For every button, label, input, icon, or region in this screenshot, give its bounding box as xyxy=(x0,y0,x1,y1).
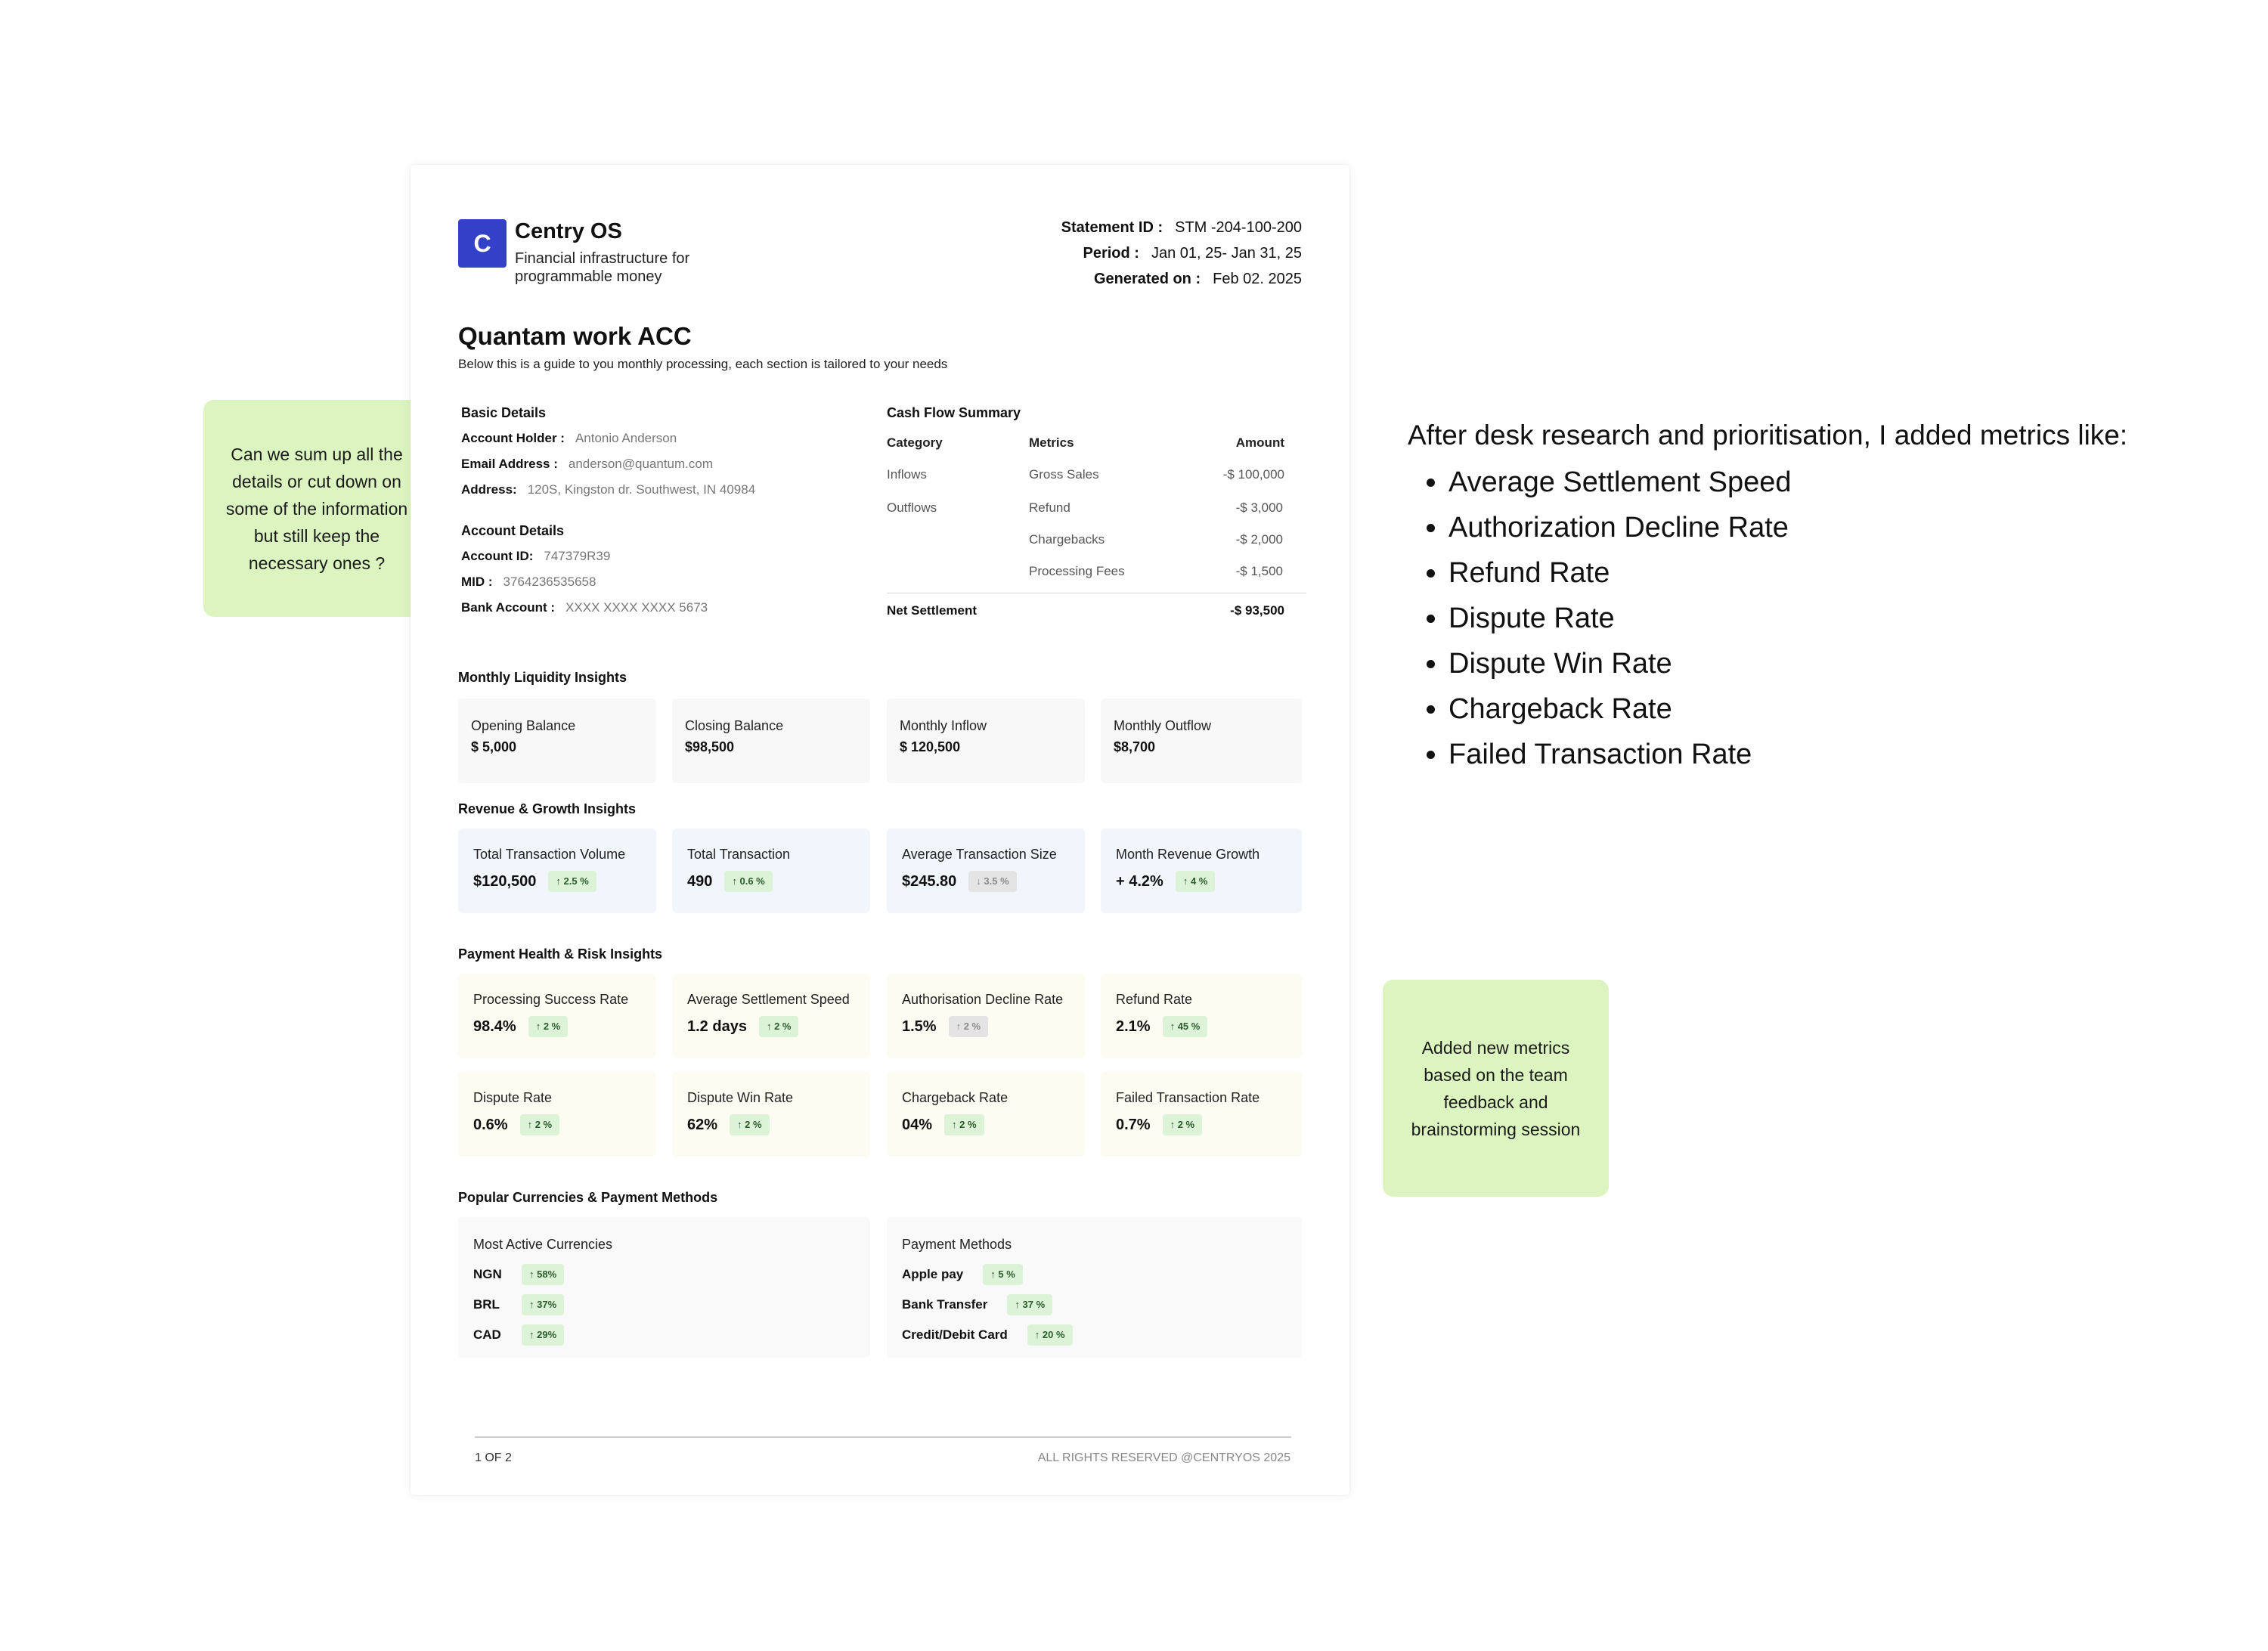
sticky-note-right-text: Added new metrics based on the team feedback and brainstorming session xyxy=(1411,1037,1581,1139)
generated-value: Feb 02. 2025 xyxy=(1213,271,1302,287)
revenue-card-transactions xyxy=(672,829,870,913)
health-card-decline-rate xyxy=(887,974,1085,1058)
statement-generated xyxy=(1094,271,1302,288)
statement-id-value: STM -204-100-200 xyxy=(1175,219,1302,236)
basic-details-heading: Basic Details xyxy=(461,405,547,420)
card-label: Processing Success Rate xyxy=(473,992,629,1007)
brand-name: Centry OS xyxy=(515,219,622,243)
period-label: Period : xyxy=(1083,245,1139,262)
health-card-dispute-rate xyxy=(458,1072,656,1157)
card-value-row xyxy=(1116,871,1215,892)
trend-badge: ↑ 37 % xyxy=(1007,1294,1052,1315)
revenue-card-volume xyxy=(458,829,656,913)
cash-flow-amount: -$ 100,000 xyxy=(1222,467,1284,482)
card-value: + 4.2% xyxy=(1116,872,1163,890)
card-value: 1.2 days xyxy=(687,1018,747,1035)
currency-row xyxy=(473,1324,564,1346)
card-value-row xyxy=(1116,1114,1202,1135)
trend-badge: ↑ 2 % xyxy=(730,1114,770,1135)
card-label: Authorisation Decline Rate xyxy=(902,992,1064,1007)
cash-flow-col-metrics: Metrics xyxy=(1029,435,1074,450)
card-label: Chargeback Rate xyxy=(902,1090,1009,1105)
card-value-row xyxy=(1116,1016,1207,1037)
period-value: Jan 01, 25- Jan 31, 25 xyxy=(1151,245,1302,262)
cash-flow-amount: -$ 2,000 xyxy=(1235,532,1283,547)
cash-flow-metric: Chargebacks xyxy=(1029,532,1105,547)
bank-account-row xyxy=(461,600,708,615)
brand-logo xyxy=(458,219,507,268)
health-card-dispute-win-rate xyxy=(672,1072,870,1157)
currency-row xyxy=(473,1294,564,1315)
statement-page xyxy=(411,165,1349,1495)
card-value: 0.6% xyxy=(473,1116,508,1133)
trend-badge: ↓ 3.5 % xyxy=(968,871,1016,892)
footer-rights: ALL RIGHTS RESERVED @CENTRYOS 2025 xyxy=(1037,1451,1290,1464)
cash-flow-metric: Refund xyxy=(1029,500,1070,515)
mid-row xyxy=(461,575,596,590)
address-label: Address: xyxy=(461,482,517,497)
sticky-note-right xyxy=(1383,980,1609,1197)
liquidity-card-opening xyxy=(458,698,656,783)
card-label: Dispute Rate xyxy=(473,1090,553,1105)
page-title: Quantam work ACC xyxy=(458,322,692,350)
liquidity-card-closing xyxy=(672,698,870,783)
card-value-row xyxy=(902,1114,984,1135)
payment-methods-title: Payment Methods xyxy=(902,1237,1012,1252)
card-value: $120,500 xyxy=(473,872,537,890)
currency-name: CAD xyxy=(473,1327,501,1342)
trend-badge: ↑ 0.6 % xyxy=(724,871,772,892)
mid-label: MID : xyxy=(461,575,493,589)
card-value-row xyxy=(902,871,1017,892)
trend-badge: ↑ 2 % xyxy=(528,1016,569,1037)
trend-badge: ↑ 4 % xyxy=(1176,871,1216,892)
card-value: 98.4% xyxy=(473,1018,516,1035)
health-card-chargeback-rate xyxy=(887,1072,1085,1157)
payment-method-name: Apple pay xyxy=(902,1267,964,1281)
commentary-item: • Dispute Rate xyxy=(1448,596,2254,641)
cash-flow-amount: -$ 3,000 xyxy=(1235,500,1283,515)
brand-tagline: Financial infrastructure for programmable money xyxy=(515,250,690,285)
cash-flow-col-category: Category xyxy=(887,435,943,450)
trend-badge: ↑ 2.5 % xyxy=(548,871,596,892)
cash-flow-amount: -$ 1,500 xyxy=(1235,564,1283,578)
cash-flow-category: Outflows xyxy=(887,500,937,515)
email-row xyxy=(461,457,713,472)
commentary xyxy=(1408,414,2254,777)
cash-flow-category: Inflows xyxy=(887,467,927,482)
card-value: 2.1% xyxy=(1116,1018,1151,1035)
currencies-card xyxy=(458,1217,870,1358)
account-holder-value: Antonio Anderson xyxy=(575,431,677,445)
account-id-row xyxy=(461,549,610,564)
card-value-row xyxy=(687,871,773,892)
generated-label: Generated on : xyxy=(1093,271,1201,287)
sticky-note-left xyxy=(203,400,430,617)
card-value: $ 5,000 xyxy=(471,739,517,754)
card-value-row xyxy=(473,871,596,892)
card-label: Refund Rate xyxy=(1116,992,1193,1007)
revenue-heading: Revenue & Growth Insights xyxy=(458,801,637,816)
commentary-item: • Failed Transaction Rate xyxy=(1448,732,2254,777)
currency-name: BRL xyxy=(473,1297,500,1312)
payment-method-name: Bank Transfer xyxy=(902,1297,988,1312)
account-details-heading: Account Details xyxy=(461,523,565,538)
account-id-value: 747379R39 xyxy=(544,549,611,563)
account-holder-row xyxy=(461,431,677,446)
cash-flow-heading: Cash Flow Summary xyxy=(887,405,1021,420)
cash-flow-metric: Gross Sales xyxy=(1029,467,1099,482)
trend-badge: ↑ 20 % xyxy=(1027,1324,1073,1346)
card-value-row xyxy=(473,1114,559,1135)
net-settlement-label: Net Settlement xyxy=(887,603,978,618)
card-value-row xyxy=(687,1114,770,1135)
sticky-note-left-text: Can we sum up all the details or cut down on some of the information but still keep the necessary ones ? xyxy=(225,444,408,573)
health-card-settlement-speed xyxy=(672,974,870,1058)
commentary-intro: After desk research and prioritisation, I added metrics like: xyxy=(1408,420,2128,451)
card-label: Dispute Win Rate xyxy=(687,1090,794,1105)
bank-account-label: Bank Account : xyxy=(461,600,556,615)
mid-value: 3764236535658 xyxy=(503,575,596,589)
trend-badge: ↑ 29% xyxy=(522,1324,564,1346)
liquidity-card-outflow xyxy=(1101,698,1302,783)
card-value: $245.80 xyxy=(902,872,957,890)
cash-flow-metric: Processing Fees xyxy=(1029,564,1125,578)
card-label: Monthly Inflow xyxy=(900,718,987,733)
trend-badge: ↑ 2 % xyxy=(949,1016,989,1037)
card-label: Total Transaction Volume xyxy=(473,847,626,862)
payment-method-row xyxy=(902,1324,1073,1346)
commentary-list xyxy=(1408,460,2254,777)
card-value: 1.5% xyxy=(902,1018,937,1035)
trend-badge: ↑ 2 % xyxy=(759,1016,799,1037)
trend-badge: ↑ 58% xyxy=(522,1264,564,1285)
currency-row xyxy=(473,1264,564,1285)
commentary-item: • Dispute Win Rate xyxy=(1448,641,2254,686)
card-label: Month Revenue Growth xyxy=(1116,847,1260,862)
card-label: Opening Balance xyxy=(471,718,576,733)
commentary-item: • Chargeback Rate xyxy=(1448,686,2254,732)
account-holder-label: Account Holder : xyxy=(461,431,565,445)
page-subtitle: Below this is a guide to you monthly processing, each section is tailored to your needs xyxy=(458,357,948,371)
brand-logo-letter: C xyxy=(473,229,491,257)
email-label: Email Address : xyxy=(461,457,558,471)
health-heading: Payment Health & Risk Insights xyxy=(458,946,663,962)
card-value: $98,500 xyxy=(685,739,735,754)
health-card-failed-transaction-rate xyxy=(1101,1072,1302,1157)
payment-method-row xyxy=(902,1264,1023,1285)
cash-flow-col-amount: Amount xyxy=(1235,435,1284,450)
health-card-success-rate xyxy=(458,974,656,1058)
popular-heading: Popular Currencies & Payment Methods xyxy=(458,1190,718,1205)
address-row xyxy=(461,482,755,497)
trend-badge: ↑ 2 % xyxy=(520,1114,560,1135)
card-value: $ 120,500 xyxy=(900,739,961,754)
currencies-title: Most Active Currencies xyxy=(473,1237,613,1252)
address-value: 120S, Kingston dr. Southwest, IN 40984 xyxy=(527,482,756,497)
payment-method-row xyxy=(902,1294,1052,1315)
card-value: 0.7% xyxy=(1116,1116,1151,1133)
statement-period xyxy=(1083,245,1303,262)
account-id-label: Account ID: xyxy=(461,549,534,563)
trend-badge: ↑ 5 % xyxy=(983,1264,1023,1285)
page-number: 1 OF 2 xyxy=(475,1451,512,1464)
trend-badge: ↑ 45 % xyxy=(1163,1016,1208,1037)
trend-badge: ↑ 37% xyxy=(522,1294,564,1315)
card-value-row xyxy=(902,1016,988,1037)
card-label: Failed Transaction Rate xyxy=(1116,1090,1260,1105)
commentary-item: • Refund Rate xyxy=(1448,550,2254,596)
card-label: Average Transaction Size xyxy=(902,847,1057,862)
email-value: anderson@quantum.com xyxy=(568,457,714,471)
payment-methods-card xyxy=(887,1217,1302,1358)
revenue-card-growth xyxy=(1101,829,1302,913)
card-value-row xyxy=(687,1016,798,1037)
liquidity-card-inflow xyxy=(887,698,1085,783)
payment-method-name: Credit/Debit Card xyxy=(902,1327,1008,1342)
footer-divider xyxy=(475,1436,1291,1438)
liquidity-heading: Monthly Liquidity Insights xyxy=(458,670,627,685)
card-value: 62% xyxy=(687,1116,718,1133)
health-card-refund-rate xyxy=(1101,974,1302,1058)
card-value: 490 xyxy=(687,872,713,890)
currency-name: NGN xyxy=(473,1267,502,1281)
bank-account-value: XXXX XXXX XXXX 5673 xyxy=(565,600,708,615)
statement-id-label: Statement ID : xyxy=(1061,219,1163,236)
net-settlement-value: -$ 93,500 xyxy=(1230,603,1284,618)
card-value: 04% xyxy=(902,1116,933,1133)
card-label: Closing Balance xyxy=(685,718,784,733)
card-label: Average Settlement Speed xyxy=(687,992,850,1007)
commentary-item: • Average Settlement Speed xyxy=(1448,460,2254,505)
card-value-row xyxy=(473,1016,568,1037)
card-value: $8,700 xyxy=(1114,739,1156,754)
statement-id xyxy=(1061,219,1302,237)
revenue-card-avg-size xyxy=(887,829,1085,913)
trend-badge: ↑ 2 % xyxy=(1163,1114,1203,1135)
card-label: Total Transaction xyxy=(687,847,791,862)
commentary-item: • Authorization Decline Rate xyxy=(1448,505,2254,550)
trend-badge: ↑ 2 % xyxy=(944,1114,984,1135)
card-label: Monthly Outflow xyxy=(1114,718,1212,733)
